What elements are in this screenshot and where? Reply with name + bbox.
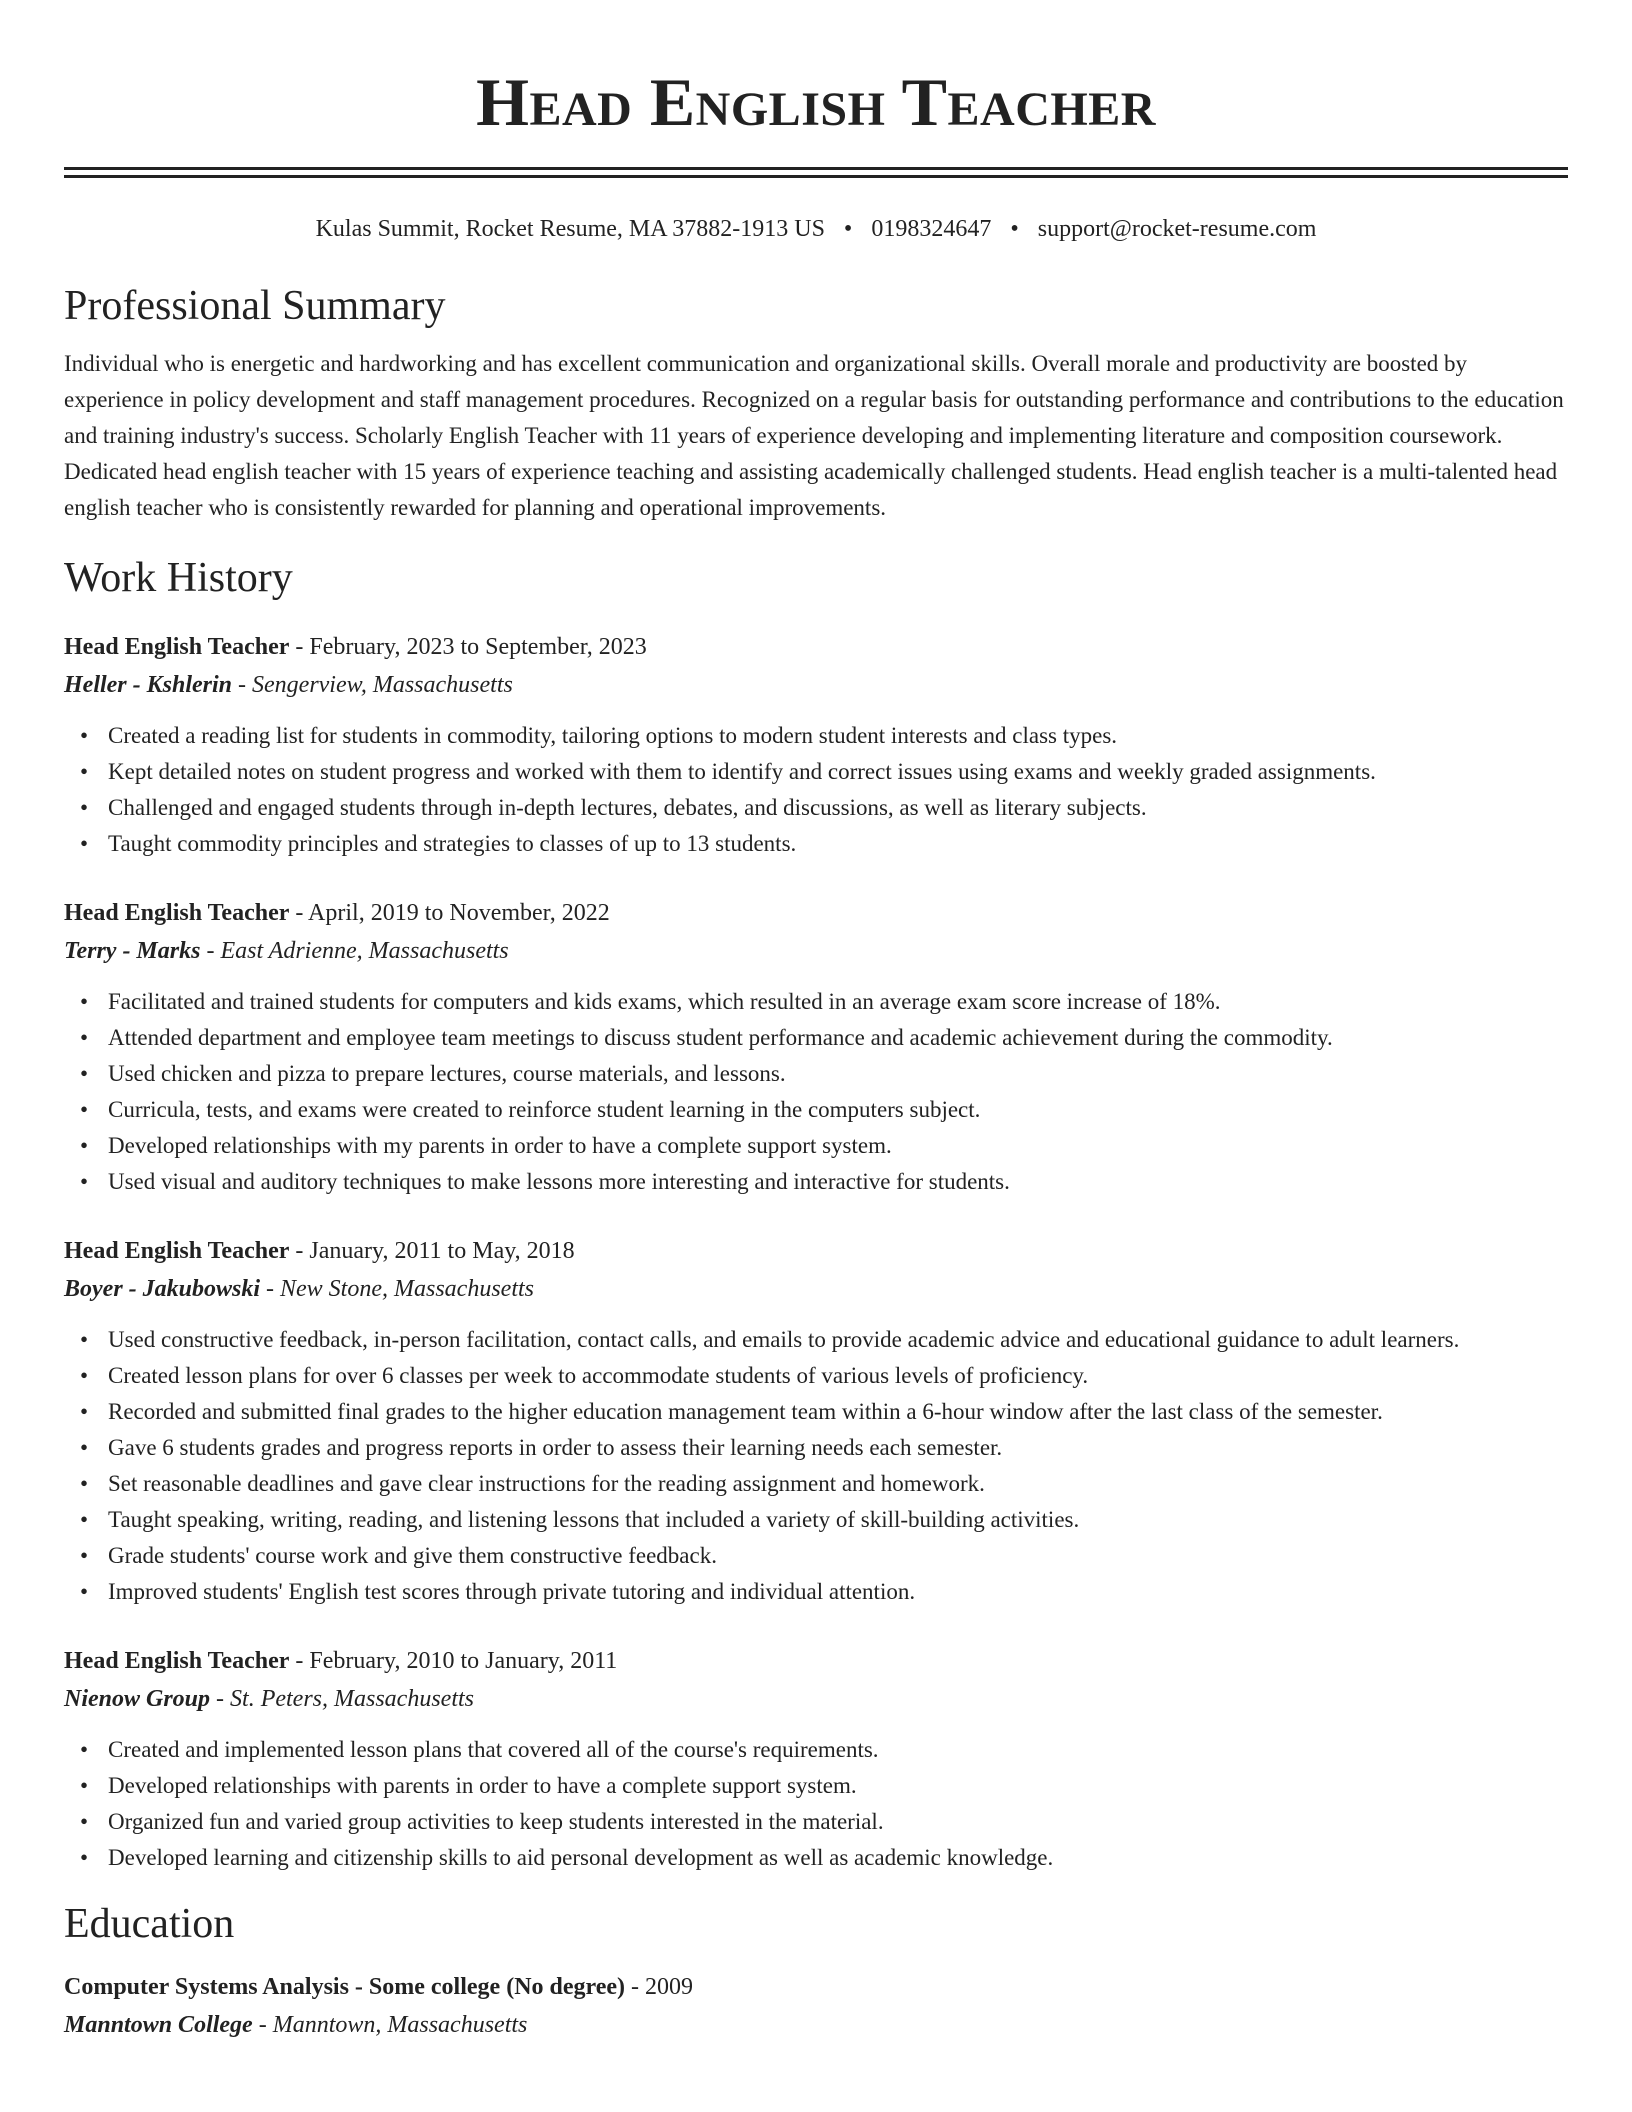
education-entry [64, 1968, 1568, 2044]
resume-page [64, 0, 1568, 2044]
duty-text: Created a reading list for students in commodity, tailoring options to modern student interests and class types. [108, 723, 1118, 748]
list-item [80, 826, 1568, 862]
bullet-icon: • [80, 1845, 89, 1870]
bullet-icon: • [80, 1737, 89, 1762]
duty-text: Facilitated and trained students for computers and kids exams, which resulted in an average exam score increase of 18%. [108, 989, 1221, 1014]
bullet-icon: • [80, 1169, 89, 1194]
duty-text: Recorded and submitted final grades to the higher education management team within a 6-hour window after the last class of the semester. [108, 1399, 1383, 1424]
bullet-icon: • [80, 759, 89, 784]
list-item [80, 1020, 1568, 1056]
contact-separator: • [843, 216, 853, 242]
list-item [80, 718, 1568, 754]
job-entry [64, 628, 1568, 862]
header-divider-bottom [64, 175, 1568, 178]
job-employer-line [64, 932, 1568, 970]
bullet-icon: • [80, 1773, 89, 1798]
list-item [80, 1092, 1568, 1128]
duty-text: Organized fun and varied group activities to keep students interested in the material. [108, 1809, 884, 1834]
duty-text: Used constructive feedback, in-person facilitation, contact calls, and emails to provide academic advice and educational guidance to adult learners. [108, 1327, 1460, 1352]
list-item [80, 984, 1568, 1020]
bullet-icon: • [80, 1507, 89, 1532]
list-item [80, 1732, 1568, 1768]
bullet-icon: • [80, 795, 89, 820]
list-item [80, 1128, 1568, 1164]
work-history-heading: Work History [64, 555, 293, 601]
duty-text: Developed relationships with my parents in order to have a complete support system. [108, 1133, 892, 1158]
job-duties-list [64, 984, 1568, 1200]
bullet-icon: • [80, 1471, 89, 1496]
list-item [80, 1394, 1568, 1430]
job-location: - St. Peters, Massachusetts [210, 1686, 474, 1712]
list-item [80, 1840, 1568, 1876]
job-company: Nienow Group [64, 1686, 211, 1712]
bullet-icon: • [80, 1363, 89, 1388]
job-location: - New Stone, Massachusetts [260, 1276, 534, 1302]
job-company: Heller - Kshlerin [64, 672, 233, 698]
job-entry [64, 1232, 1568, 1610]
list-item [80, 1322, 1568, 1358]
education-year: - 2009 [625, 1974, 694, 2000]
bullet-icon: • [80, 1327, 89, 1352]
bullet-icon: • [80, 1097, 89, 1122]
header-divider-top [64, 167, 1568, 170]
list-item [80, 1804, 1568, 1840]
candidate-name: Head English Teacher [476, 64, 1156, 140]
duty-text: Created lesson plans for over 6 classes per week to accommodate students of various levels of proficiency. [108, 1363, 1089, 1388]
job-role: Head English Teacher [64, 634, 290, 660]
list-item [80, 754, 1568, 790]
duty-text: Taught commodity principles and strategies to classes of up to 13 students. [108, 831, 797, 856]
education-heading: Education [64, 1901, 235, 1947]
bullet-icon: • [80, 1133, 89, 1158]
list-item [80, 1768, 1568, 1804]
list-item [80, 1574, 1568, 1610]
job-entry [64, 1642, 1568, 1876]
job-employer-line [64, 1270, 1568, 1308]
list-item [80, 1358, 1568, 1394]
list-item [80, 1466, 1568, 1502]
duty-text: Used chicken and pizza to prepare lectures, course materials, and lessons. [108, 1061, 786, 1086]
list-item [80, 1538, 1568, 1574]
job-company: Boyer - Jakubowski [64, 1276, 261, 1302]
bullet-icon: • [80, 989, 89, 1014]
contact-separator: • [1010, 216, 1019, 242]
job-location: - East Adrienne, Massachusetts [200, 938, 509, 964]
duty-text: Set reasonable deadlines and gave clear instructions for the reading assignment and homework. [108, 1471, 985, 1496]
job-employer-line [64, 1680, 1568, 1718]
duty-text: Developed learning and citizenship skills to aid personal development as well as academic knowledge. [108, 1845, 1054, 1870]
education-school: Manntown College [64, 2012, 253, 2038]
bullet-icon: • [80, 1025, 89, 1050]
duty-text: Kept detailed notes on student progress and worked with them to identify and correct issues using exams and weekly graded assignments. [108, 759, 1376, 784]
job-dates: - February, 2023 to September, 2023 [289, 634, 647, 660]
list-item [80, 1164, 1568, 1200]
bullet-icon: • [80, 1543, 89, 1568]
bullet-icon: • [80, 1435, 89, 1460]
job-dates: - January, 2011 to May, 2018 [289, 1238, 575, 1264]
duty-text: Taught speaking, writing, reading, and listening lessons that included a variety of skill-building activities. [108, 1507, 1080, 1532]
duty-text: Developed relationships with parents in order to have a complete support system. [108, 1773, 857, 1798]
contact-phone: 0198324647 [871, 216, 992, 242]
bullet-icon: • [80, 1809, 89, 1834]
contact-email: support@rocket-resume.com [1037, 216, 1317, 242]
education-degree-line [64, 1968, 1568, 2006]
duty-text: Created and implemented lesson plans that covered all of the course's requirements. [108, 1737, 879, 1762]
duty-text: Used visual and auditory techniques to make lessons more interesting and interactive for students. [108, 1169, 1010, 1194]
job-title-line [64, 628, 1568, 666]
duty-text: Grade students' course work and give them constructive feedback. [108, 1543, 717, 1568]
job-company: Terry - Marks [64, 938, 201, 964]
duty-text: Curricula, tests, and exams were created to reinforce student learning in the computers subject. [108, 1097, 981, 1122]
job-role: Head English Teacher [64, 1238, 290, 1264]
education-location: - Manntown, Massachusetts [252, 2012, 528, 2038]
job-entry [64, 894, 1568, 1200]
job-location: - Sengerview, Massachusetts [232, 672, 513, 698]
bullet-icon: • [80, 1399, 89, 1424]
list-item [80, 1056, 1568, 1092]
job-title-line [64, 1642, 1568, 1680]
duty-text: Attended department and employee team meetings to discuss student performance and academic achievement during the commodity. [108, 1025, 1333, 1050]
contact-line [64, 214, 1568, 244]
job-employer-line [64, 666, 1568, 704]
bullet-icon: • [80, 831, 89, 856]
duty-text: Challenged and engaged students through in-depth lectures, debates, and discussions, as well as literary subjects. [108, 795, 1147, 820]
job-dates: - April, 2019 to November, 2022 [289, 900, 610, 926]
education-degree: Computer Systems Analysis - Some college (No degree) [64, 1974, 626, 2000]
bullet-icon: • [80, 1579, 89, 1604]
bullet-icon: • [80, 723, 89, 748]
job-duties-list [64, 1322, 1568, 1610]
summary-heading: Professional Summary [64, 283, 446, 329]
job-role: Head English Teacher [64, 1648, 290, 1674]
job-duties-list [64, 1732, 1568, 1876]
duty-text: Gave 6 students grades and progress reports in order to assess their learning needs each semester. [108, 1435, 1003, 1460]
job-title-line [64, 894, 1568, 932]
list-item [80, 790, 1568, 826]
job-dates: - February, 2010 to January, 2011 [289, 1648, 618, 1674]
education-school-line [64, 2006, 1568, 2044]
job-title-line [64, 1232, 1568, 1270]
job-role: Head English Teacher [64, 900, 290, 926]
list-item [80, 1502, 1568, 1538]
job-duties-list [64, 718, 1568, 862]
contact-address: Kulas Summit, Rocket Resume, MA 37882-1913 US [315, 216, 825, 242]
list-item [80, 1430, 1568, 1466]
bullet-icon: • [80, 1061, 89, 1086]
summary-text: Individual who is energetic and hardworking and has excellent communication and organizational skills. Overall morale and productivity are boosted by experience in policy development and staff management procedures. Recognized on a regular basis for outstanding performance and contributions to the education and training industry's success. Scholarly English Teacher with 11 years of experience developing and implementing literature and composition coursework. Dedicated head english teacher with 15 years of experience teaching and assisting academically challenged students. Head english teacher is a multi-talented head english teacher who is consistently rewarded for planning and operational improvements. [64, 351, 1564, 520]
duty-text: Improved students' English test scores through private tutoring and individual attention. [108, 1579, 916, 1604]
